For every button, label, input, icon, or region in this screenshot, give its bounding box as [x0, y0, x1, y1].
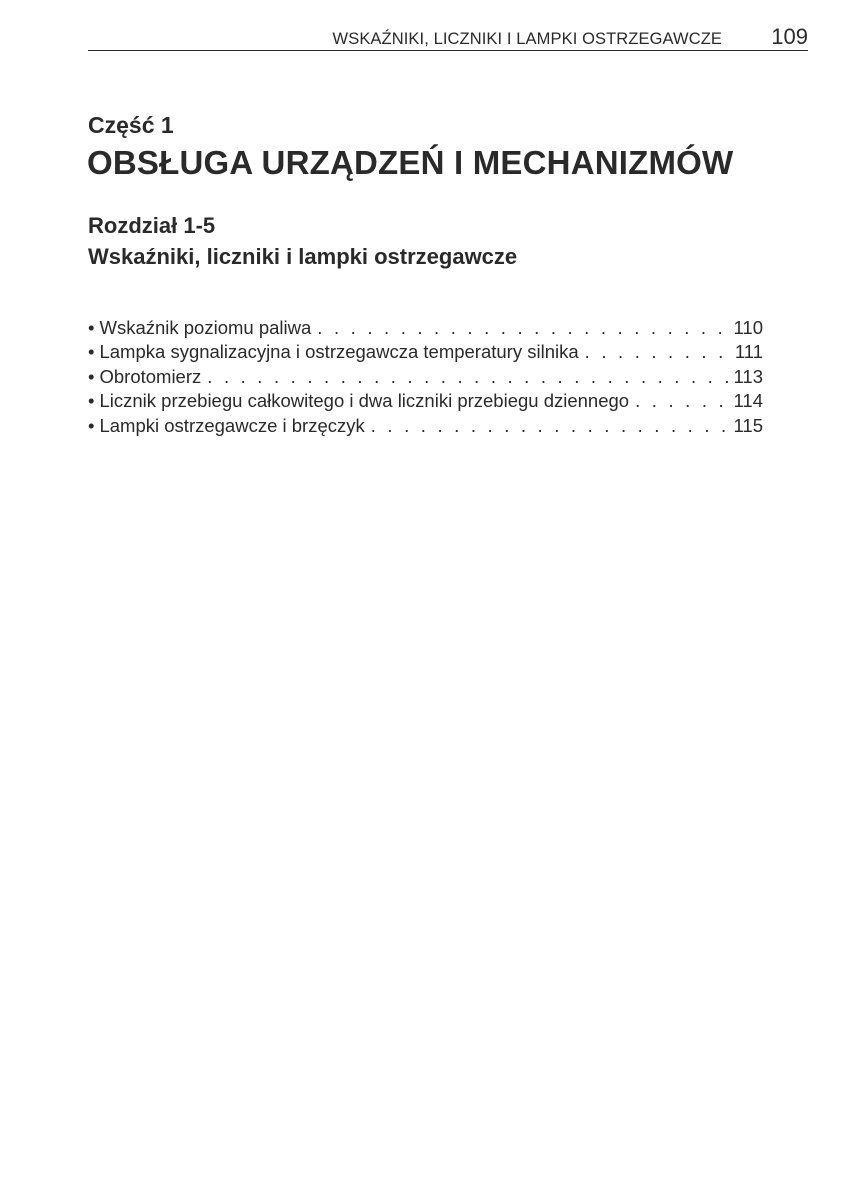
- toc-item-temperature-lamp[interactable]: [88, 340, 763, 364]
- toc-item-odometer[interactable]: [88, 389, 763, 413]
- dot-leader: [365, 414, 734, 438]
- header-rule: [88, 50, 808, 51]
- bullet-icon: •: [88, 414, 95, 436]
- toc-item-page: 110: [733, 317, 763, 338]
- page-number: 109: [771, 24, 808, 49]
- running-header-title: WSKAŹNIKI, LICZNIKI I LAMPKI OSTRZEGAWCZE: [332, 30, 722, 48]
- chapter-label: Rozdział 1-5: [88, 213, 216, 238]
- table-of-contents: [88, 316, 763, 438]
- toc-item-text: Lampki ostrzegawcze i brzęczyk: [99, 414, 365, 436]
- bullet-icon: •: [88, 317, 95, 338]
- toc-item-page: 113: [733, 365, 763, 387]
- toc-item-page: 111: [734, 341, 763, 363]
- toc-item-text: Wskaźnik poziomu paliwa: [99, 317, 312, 338]
- bullet-icon: •: [88, 341, 95, 363]
- toc-item-text: Licznik przebiegu całkowitego i dwa liczniki przebiegu dziennego: [99, 390, 630, 412]
- toc-item-text: Obrotomierz: [99, 365, 202, 387]
- part-label: Część 1: [88, 112, 174, 138]
- dot-leader: [579, 340, 735, 364]
- toc-item-page: 115: [733, 414, 763, 436]
- part-title: OBSŁUGA URZĄDZEŃ I MECHANIZMÓW: [87, 144, 734, 181]
- bullet-icon: •: [88, 365, 95, 387]
- dot-leader: [201, 365, 733, 389]
- toc-item-page: 114: [733, 390, 763, 412]
- toc-item-fuel-gauge[interactable]: [88, 316, 763, 340]
- dot-leader: [311, 316, 733, 340]
- toc-item-warning-lamps[interactable]: [88, 414, 763, 438]
- dot-leader: [629, 389, 733, 413]
- chapter-title: Wskaźniki, liczniki i lampki ostrzegawcze: [88, 244, 518, 269]
- toc-item-tachometer[interactable]: [88, 365, 763, 389]
- toc-item-text: Lampka sygnalizacyjna i ostrzegawcza temperatury silnika: [99, 341, 579, 363]
- bullet-icon: •: [88, 390, 95, 412]
- running-header: [88, 26, 808, 52]
